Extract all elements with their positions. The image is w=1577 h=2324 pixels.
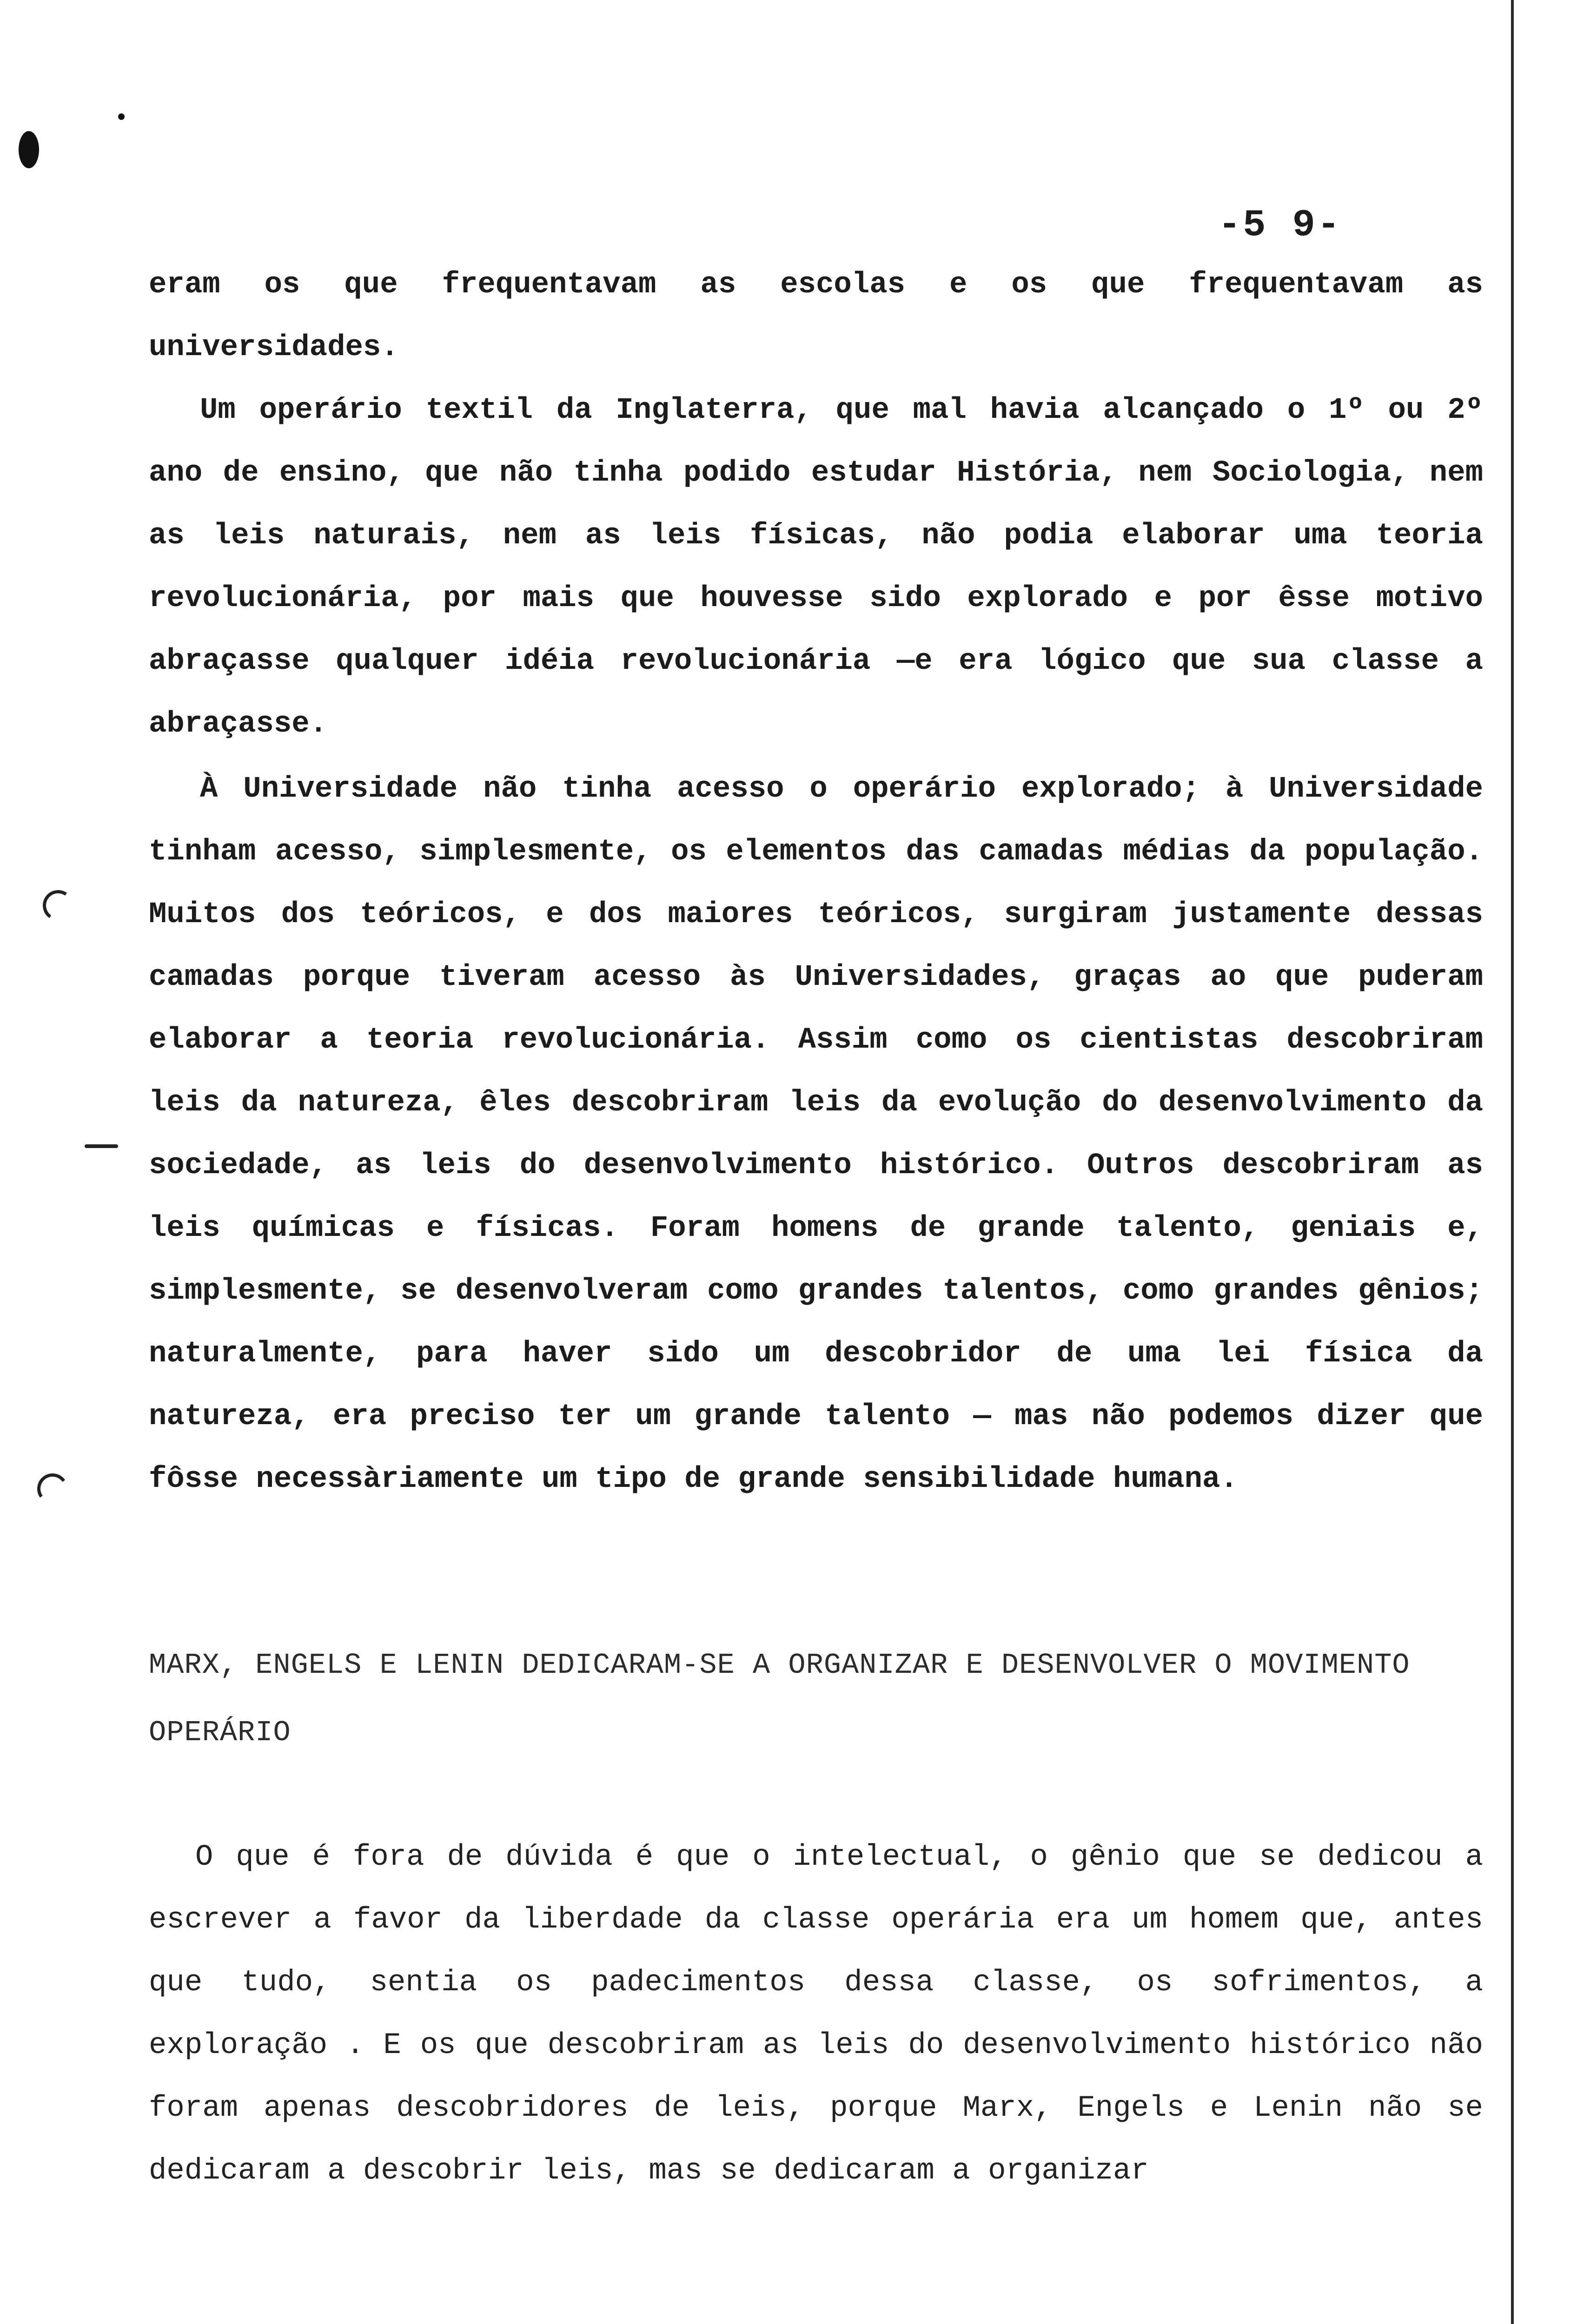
scan-edge-right <box>1511 0 1514 2324</box>
paragraph-intellectual: O que é fora de dúvida é que o intelectual, o gênio que se dedicou a escrever a favor da liberdade da classe operária era um homem que, antes que tudo, sentia os padecimentos dessa classe, os sofrimentos, a exploração . E os que descobriram as leis do desenvolvimento histórico não foram apenas descobridores de leis, porque Marx, Engels e Lenin não se dedicaram a descobrir leis, mas se dedicaram a organizar <box>149 1841 1483 2188</box>
page-number: -5 9- <box>1218 204 1342 247</box>
binding-ring-mark <box>40 888 76 923</box>
paragraph-continuation: eram os que frequentavam as escolas e os que frequentavam as universidades. <box>149 268 1483 364</box>
punch-hole-mark <box>19 131 39 168</box>
paragraph-textile-worker: Um operário textil da Inglaterra, que mal havia alcançado o 1º ou 2º ano de ensino, que não tinha podido estudar História, nem Sociologia, nem as leis naturais, nem as leis físicas, não podia elaborar uma teoria revolucionária, por mais que houvesse sido explorado e por êsse motivo abraçasse qualquer idéia revolucionária —e era lógico que sua classe a abraçasse. <box>149 394 1483 741</box>
ink-dot <box>118 113 125 120</box>
paragraph-university: À Universidade não tinha acesso o operário explorado; à Universidade tinham acesso, simplesmente, os elementos das camadas médias da população. Muitos dos teóricos, e dos maiores teóricos, surgiram justamente dessas camadas porque tiveram acesso às Universidades, graças ao que puderam elaborar a teoria revolucionária. Assim como os cientistas descobriram leis da natureza, êles descobriram leis da evolução do desenvolvimento da sociedade, as leis do desenvolvimento histórico. Outros descobriram as leis químicas e físicas. Foram homens de grande talento, geniais e, simplesmente, se desenvolveram como grandes talentos, como grandes gênios; naturalmente, para haver sido um descobridor de uma lei física da natureza, era preciso ter um grande talento — mas não podemos dizer que fôsse necessàriamente um tipo de grande sensibilidade humana. <box>149 772 1483 1496</box>
margin-pen-mark <box>85 1144 118 1148</box>
section-heading: MARX, ENGELS E LENIN DEDICARAM-SE A ORGANIZAR E DESENVOLVER O MOVIMENTO OPERÁRIO <box>149 1649 1410 1749</box>
binding-ring-mark <box>35 1471 70 1506</box>
